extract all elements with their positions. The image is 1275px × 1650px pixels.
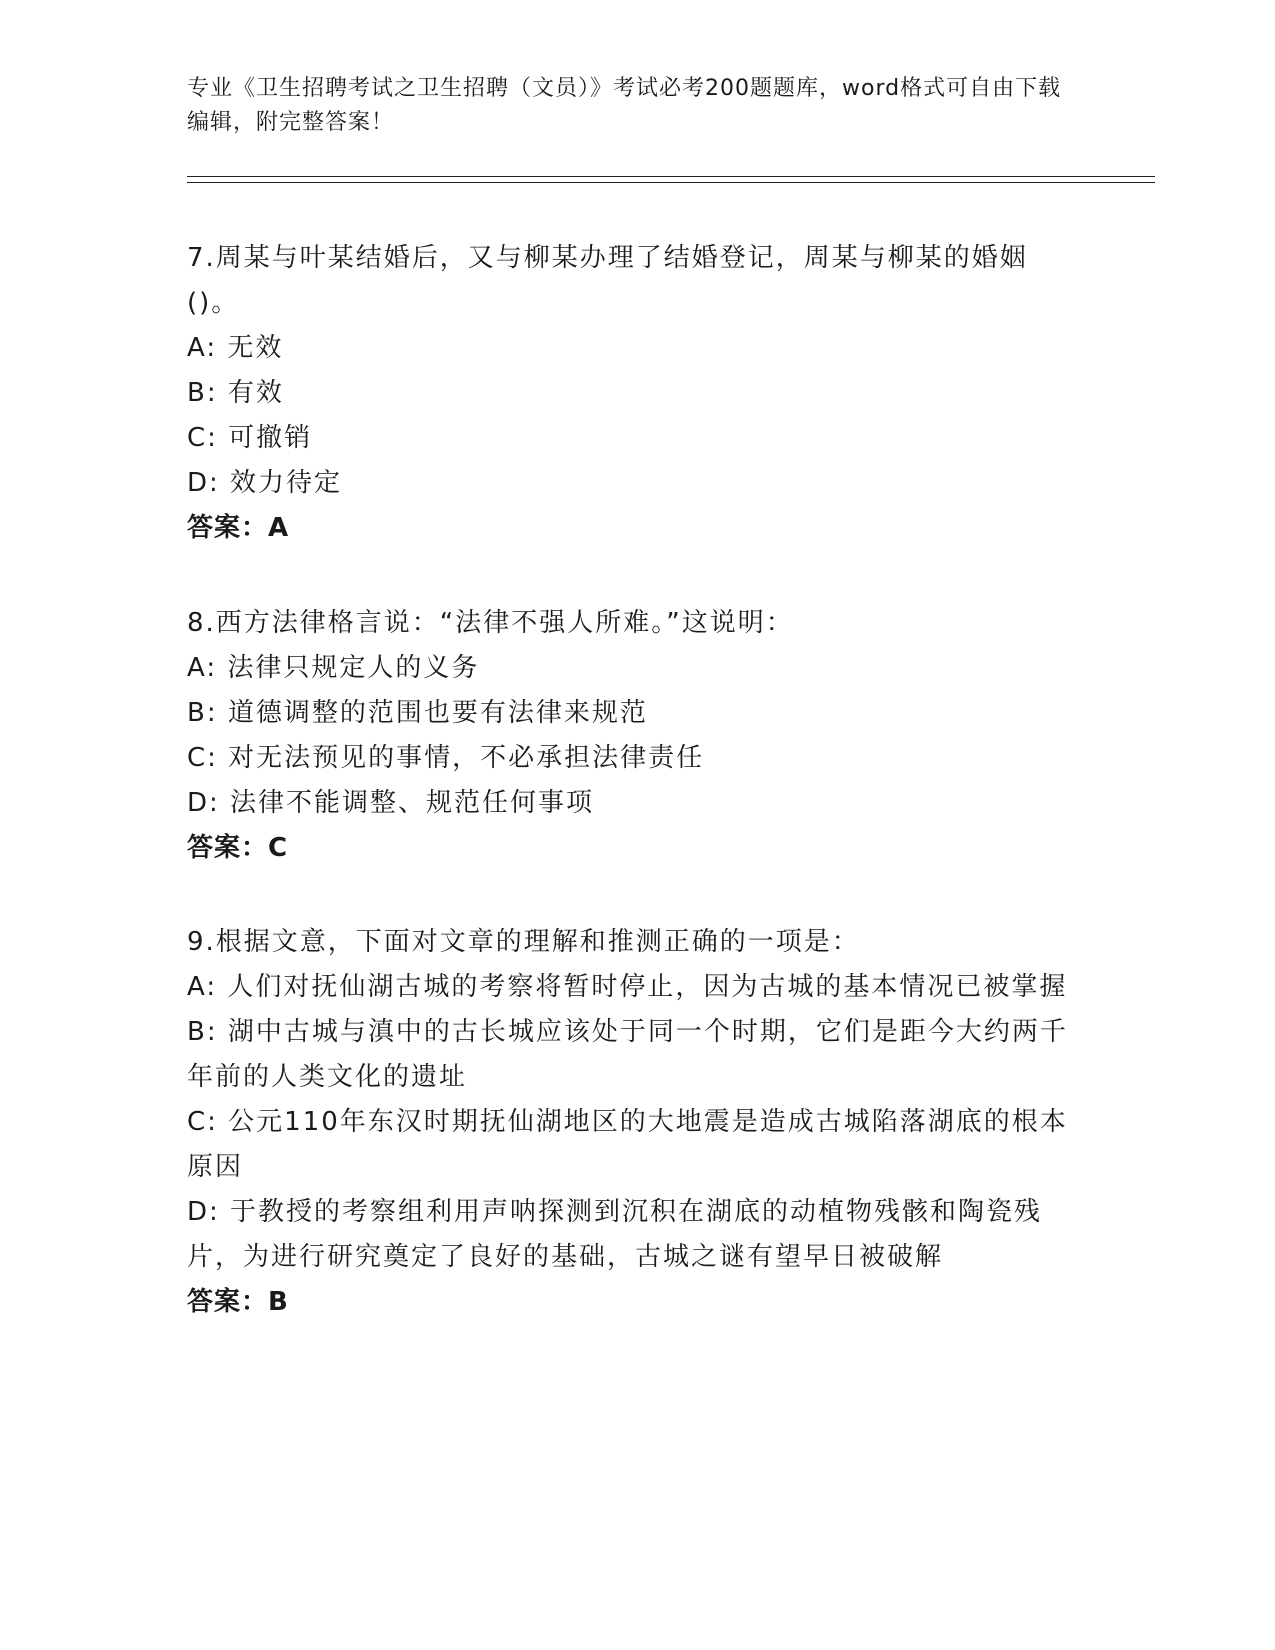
question-7 (187, 236, 1077, 551)
option-b: B: 道德调整的范围也要有法律来规范 (187, 698, 648, 728)
question-stem: 8.西方法律格言说：“法律不强人所难。”这说明： (187, 608, 794, 638)
option-b: B: 有效 (187, 378, 284, 408)
question-stem: 9.根据文意，下面对文章的理解和推测正确的一项是： (187, 927, 860, 957)
option-d: D: 效力待定 (187, 468, 343, 498)
option-a: A: 人们对抚仙湖古城的考察将暂时停止，因为古城的基本情况已被掌握 (187, 972, 1068, 1002)
question-8 (187, 601, 1077, 871)
option-c: C: 可撤销 (187, 423, 313, 453)
question-9 (187, 920, 1077, 1325)
document-header: 专业《卫生招聘考试之卫生招聘（文员）》考试必考200题题库，word格式可自由下载编辑，附完整答案！ (187, 76, 1062, 135)
answer: 答案：C (187, 833, 289, 863)
option-c: C: 对无法预见的事情，不必承担法律责任 (187, 743, 705, 773)
option-a: A: 法律只规定人的义务 (187, 653, 480, 683)
option-d: D: 法律不能调整、规范任何事项 (187, 788, 595, 818)
answer: 答案：A (187, 513, 290, 543)
option-d: D: 于教授的考察组利用声呐探测到沉积在湖底的动植物残骸和陶瓷残片，为进行研究奠定了良好的基础，古城之谜有望早日被破解 (187, 1197, 1043, 1272)
question-stem: 7.周某与叶某结婚后，又与柳某办理了结婚登记，周某与柳某的婚姻()。 (187, 243, 1028, 318)
option-b: B: 湖中古城与滇中的古长城应该处于同一个时期，它们是距今大约两千年前的人类文化的遗址 (187, 1017, 1068, 1092)
header-divider-bottom (187, 182, 1155, 183)
option-c: C: 公元110年东汉时期抚仙湖地区的大地震是造成古城陷落湖底的根本原因 (187, 1107, 1068, 1182)
answer: 答案：B (187, 1287, 289, 1317)
header-divider-top (187, 176, 1155, 177)
option-a: A: 无效 (187, 333, 284, 363)
